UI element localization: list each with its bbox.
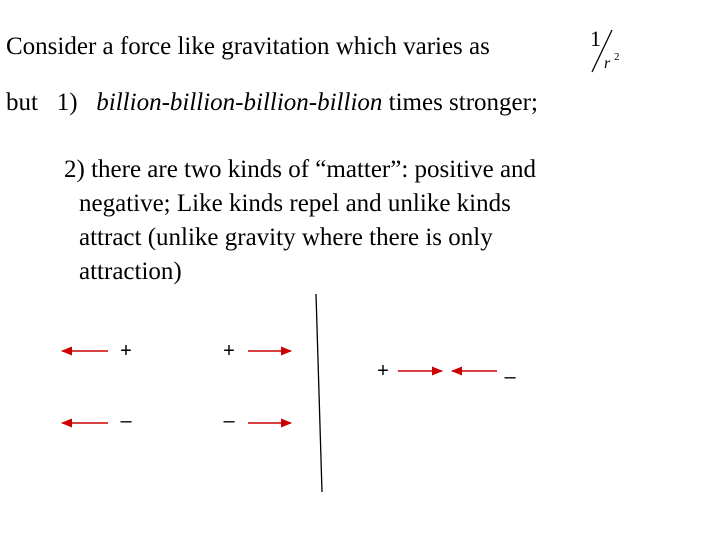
point1-prefix: but 1) [6,89,97,116]
intro-sentence: Consider a force like gravitation which varies as [6,33,490,60]
point1-emphasis: billion-billion-billion-billion [96,89,383,116]
divider-line [316,294,322,492]
point2-line-4: attraction) [79,258,182,285]
point1-suffix: times stronger; [382,89,538,116]
repel-plus-left-charge: + [120,340,132,362]
point2-line-2: negative; Like kinds repel and unlike kinds [79,190,511,217]
repel-minus-right-charge: – [223,410,235,432]
fraction-numerator: 1 [590,26,601,51]
repel-plus-right-charge: + [223,340,235,362]
point2-line-3: attract (unlike gravity where there is only [79,224,493,251]
point2-line-1: 2) there are two kinds of “matter”: positive and [64,156,537,183]
repel-minus-left-charge: – [120,410,132,432]
fraction-denominator: r [604,55,611,72]
attract-plus-charge: + [377,360,389,382]
attract-minus-charge: – [504,366,516,388]
fraction-exponent: 2 [614,51,620,63]
